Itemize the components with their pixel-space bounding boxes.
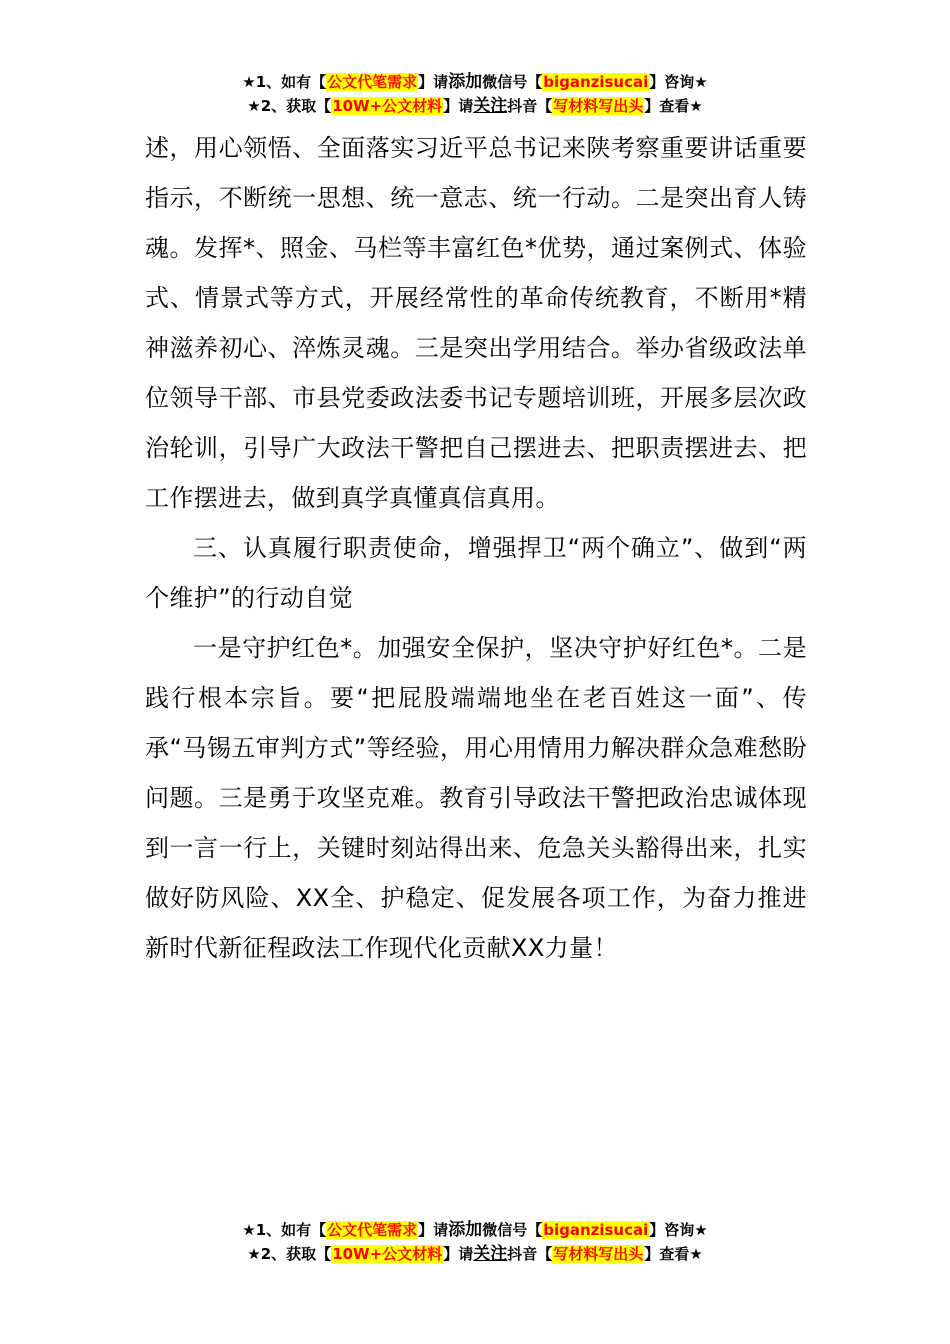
- header-line-1: [0, 70, 950, 94]
- highlight-materials: 10W+公文材料: [332, 1245, 443, 1263]
- document-body: [145, 123, 807, 973]
- footer-line-1-prefix: 1、如有【: [255, 1221, 327, 1239]
- footer-line-1-emphasis: 添加: [448, 1220, 483, 1240]
- highlight-douyin: 写材料写出头: [553, 1245, 644, 1263]
- footer-line-2-suffix: 】查看★: [644, 1245, 703, 1263]
- highlight-service: 公文代笔需求: [327, 1221, 418, 1239]
- header-banner: [0, 70, 950, 118]
- header-line-1-mid2: 微信号【: [482, 73, 543, 91]
- header-line-2-mid2: 抖音【: [507, 97, 553, 115]
- footer-banner: [0, 1218, 950, 1266]
- footer-line-2-prefix: 2、获取【: [260, 1245, 332, 1263]
- header-line-2-emphasis: 关注: [473, 96, 508, 116]
- header-line-1-mid: 】请: [418, 73, 449, 91]
- section-heading-3: 三、认真履行职责使命，增强捍卫“两个确立”、做到“两个维护”的行动自觉: [145, 534, 807, 612]
- paragraph-section-3: 一是守护红色*。加强安全保护，坚决守护好红色*。二是践行根本宗旨。要“把屁股端端地坐在老百姓这一面”、传承“马锡五审判方式”等经验，用心用情用力解决群众急难愁盼问题。三是勇于攻坚克难。教育引导政法干警把政治忠诚体现到一言一行上，关键时刻站得出来、危急关头豁得出来，扎实做好防风险、XX全、护稳定、促发展各项工作，为奋力推进新时代新征程政法工作现代化贡献XX力量！: [145, 634, 807, 962]
- footer-line-2-mid: 】请: [443, 1245, 474, 1263]
- highlight-douyin: 写材料写出头: [553, 97, 644, 115]
- header-line-2-suffix: 】查看★: [644, 97, 703, 115]
- star-icon: ★: [247, 97, 261, 115]
- footer-line-2-emphasis: 关注: [473, 1244, 508, 1264]
- header-line-1-emphasis: 添加: [448, 72, 483, 92]
- highlight-wechat-id: biganzisucai: [543, 73, 649, 91]
- highlight-service: 公文代笔需求: [327, 73, 418, 91]
- header-line-2-prefix: 2、获取【: [260, 97, 332, 115]
- star-icon: ★: [242, 73, 256, 91]
- footer-line-1-suffix: 】咨询★: [649, 1221, 708, 1239]
- highlight-materials: 10W+公文材料: [332, 97, 443, 115]
- footer-line-2: [0, 1242, 950, 1266]
- footer-line-1-mid2: 微信号【: [482, 1221, 543, 1239]
- header-line-1-suffix: 】咨询★: [649, 73, 708, 91]
- footer-line-1: [0, 1218, 950, 1242]
- footer-line-2-mid2: 抖音【: [507, 1245, 553, 1263]
- footer-line-1-mid: 】请: [418, 1221, 449, 1239]
- header-line-2: [0, 94, 950, 118]
- highlight-wechat-id: biganzisucai: [543, 1221, 649, 1239]
- paragraph-continued: 述，用心领悟、全面落实习近平总书记来陕考察重要讲话重要指示，不断统一思想、统一意志、统一行动。二是突出育人铸魂。发挥*、照金、马栏等丰富红色*优势，通过案例式、体验式、情景式等方式，开展经常性的革命传统教育，不断用*精神滋养初心、淬炼灵魂。三是突出学用结合。举办省级政法单位领导干部、市县党委政法委书记专题培训班，开展多层次政治轮训，引导广大政法干警把自己摆进去、把职责摆进去、把工作摆进去，做到真学真懂真信真用。: [145, 134, 807, 512]
- star-icon: ★: [242, 1221, 256, 1239]
- header-line-1-prefix: 1、如有【: [255, 73, 327, 91]
- header-line-2-mid: 】请: [443, 97, 474, 115]
- star-icon: ★: [247, 1245, 261, 1263]
